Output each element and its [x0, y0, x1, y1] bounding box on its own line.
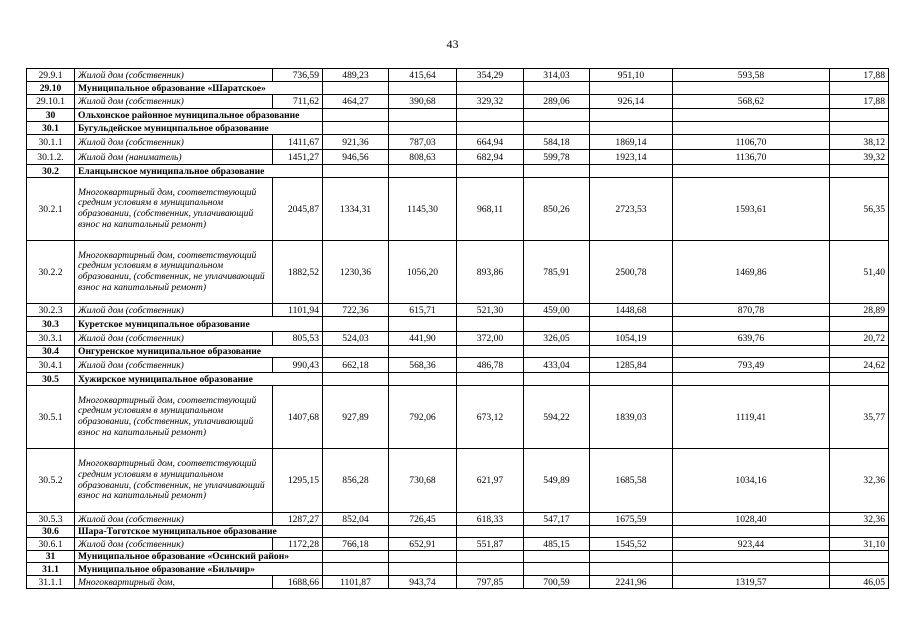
- table-row: [27, 178, 889, 241]
- value-cell: 549,89: [524, 449, 590, 513]
- value-cell: 1882,52: [273, 241, 323, 304]
- empty-cell: [524, 109, 590, 122]
- empty-cell: [389, 551, 457, 563]
- value-cell: 946,56: [323, 150, 389, 165]
- empty-cell: [323, 563, 389, 576]
- section-header-row: [27, 526, 889, 538]
- section-title: Муниципальное образование «Бильчир»: [75, 563, 323, 576]
- empty-cell: [524, 526, 590, 538]
- table-row: [27, 95, 889, 109]
- table-row: [27, 358, 889, 373]
- value-cell: 314,03: [524, 69, 590, 82]
- value-cell: 524,03: [323, 332, 389, 346]
- value-cell: 1469,86: [673, 241, 830, 304]
- empty-cell: [830, 526, 889, 538]
- housing-type: Жилой дом (собственник): [75, 304, 273, 317]
- value-cell: 326,05: [524, 332, 590, 346]
- empty-cell: [590, 122, 673, 135]
- row-code: 30.3.1: [27, 332, 75, 346]
- empty-cell: [830, 373, 889, 386]
- table-body: [27, 69, 889, 589]
- empty-cell: [389, 317, 457, 332]
- value-cell: 1688,66: [273, 576, 323, 589]
- table-row: [27, 304, 889, 317]
- value-cell: 1839,03: [590, 386, 673, 449]
- value-cell: 17,88: [830, 69, 889, 82]
- row-code: 30.6.1: [27, 538, 75, 551]
- value-cell: 2723,53: [590, 178, 673, 241]
- empty-cell: [673, 526, 830, 538]
- value-cell: 1334,31: [323, 178, 389, 241]
- value-cell: 1172,28: [273, 538, 323, 551]
- value-cell: 17,88: [830, 95, 889, 109]
- value-cell: 787,03: [389, 135, 457, 150]
- empty-cell: [590, 563, 673, 576]
- housing-type: Многоквартирный дом, соответствующий средним условиям в муниципальном образовании, (собственник, уплачивающий взнос на капитальный ремонт): [75, 178, 273, 241]
- row-code: 30.6: [27, 526, 75, 538]
- empty-cell: [524, 165, 590, 178]
- value-cell: 1034,16: [673, 449, 830, 513]
- row-code: 30.5: [27, 373, 75, 386]
- row-code: 30.5.2: [27, 449, 75, 513]
- empty-cell: [323, 109, 389, 122]
- value-cell: 594,22: [524, 386, 590, 449]
- empty-cell: [389, 82, 457, 95]
- empty-cell: [590, 165, 673, 178]
- row-code: 30.5.3: [27, 513, 75, 526]
- table-row: [27, 332, 889, 346]
- value-cell: 722,36: [323, 304, 389, 317]
- value-cell: 793,49: [673, 358, 830, 373]
- housing-type: Жилой дом (собственник): [75, 69, 273, 82]
- value-cell: 968,11: [457, 178, 524, 241]
- value-cell: 485,15: [524, 538, 590, 551]
- row-code: 31.1.1: [27, 576, 75, 589]
- value-cell: 1411,67: [273, 135, 323, 150]
- value-cell: 951,10: [590, 69, 673, 82]
- table-row: [27, 449, 889, 513]
- value-cell: 1448,68: [590, 304, 673, 317]
- row-code: 30.2.1: [27, 178, 75, 241]
- value-cell: 390,68: [389, 95, 457, 109]
- row-code: 29.10: [27, 82, 75, 95]
- table-row: [27, 538, 889, 551]
- section-title: Бугульдейское муниципальное образование: [75, 122, 323, 135]
- empty-cell: [457, 551, 524, 563]
- value-cell: 2045,87: [273, 178, 323, 241]
- value-cell: 1675,59: [590, 513, 673, 526]
- value-cell: 1056,20: [389, 241, 457, 304]
- value-cell: 1230,36: [323, 241, 389, 304]
- section-header-row: [27, 122, 889, 135]
- empty-cell: [590, 346, 673, 358]
- section-title: Муниципальное образование «Осинский район»: [75, 551, 323, 563]
- value-cell: 870,78: [673, 304, 830, 317]
- empty-cell: [830, 563, 889, 576]
- section-header-row: [27, 165, 889, 178]
- empty-cell: [590, 82, 673, 95]
- section-title: Куретское муниципальное образование: [75, 317, 323, 332]
- value-cell: 32,36: [830, 449, 889, 513]
- empty-cell: [457, 563, 524, 576]
- value-cell: 856,28: [323, 449, 389, 513]
- value-cell: 372,00: [457, 332, 524, 346]
- housing-type: Многоквартирный дом, соответствующий средним условиям в муниципальном образовании, (собственник, уплачивающий взнос на капитальный ремонт): [75, 386, 273, 449]
- empty-cell: [389, 373, 457, 386]
- empty-cell: [457, 317, 524, 332]
- table-row: [27, 576, 889, 589]
- section-header-row: [27, 346, 889, 358]
- value-cell: 32,36: [830, 513, 889, 526]
- value-cell: 415,64: [389, 69, 457, 82]
- empty-cell: [590, 373, 673, 386]
- value-cell: 726,45: [389, 513, 457, 526]
- value-cell: 664,94: [457, 135, 524, 150]
- value-cell: 927,89: [323, 386, 389, 449]
- empty-cell: [323, 373, 389, 386]
- empty-cell: [590, 526, 673, 538]
- empty-cell: [590, 109, 673, 122]
- value-cell: 51,40: [830, 241, 889, 304]
- value-cell: 682,94: [457, 150, 524, 165]
- value-cell: 639,76: [673, 332, 830, 346]
- empty-cell: [457, 82, 524, 95]
- value-cell: 568,62: [673, 95, 830, 109]
- empty-cell: [830, 346, 889, 358]
- empty-cell: [389, 346, 457, 358]
- value-cell: 39,32: [830, 150, 889, 165]
- empty-cell: [673, 109, 830, 122]
- empty-cell: [524, 82, 590, 95]
- housing-type: Многоквартирный дом, соответствующий средним условиям в муниципальном образовании, (собственник, не уплачивающий взнос на капитальный ремонт): [75, 449, 273, 513]
- empty-cell: [323, 526, 389, 538]
- section-title: Еланцынское муниципальное образование: [75, 165, 323, 178]
- value-cell: 1545,52: [590, 538, 673, 551]
- empty-cell: [590, 317, 673, 332]
- value-cell: 489,23: [323, 69, 389, 82]
- value-cell: 652,91: [389, 538, 457, 551]
- empty-cell: [673, 551, 830, 563]
- value-cell: 850,26: [524, 178, 590, 241]
- row-code: 30.2.3: [27, 304, 75, 317]
- empty-cell: [524, 346, 590, 358]
- row-code: 29.9.1: [27, 69, 75, 82]
- value-cell: 621,97: [457, 449, 524, 513]
- empty-cell: [524, 563, 590, 576]
- value-cell: 785,91: [524, 241, 590, 304]
- section-header-row: [27, 109, 889, 122]
- empty-cell: [389, 526, 457, 538]
- empty-cell: [389, 109, 457, 122]
- value-cell: 615,71: [389, 304, 457, 317]
- empty-cell: [830, 317, 889, 332]
- empty-cell: [389, 563, 457, 576]
- value-cell: 1451,27: [273, 150, 323, 165]
- value-cell: 1119,41: [673, 386, 830, 449]
- value-cell: 354,29: [457, 69, 524, 82]
- value-cell: 35,77: [830, 386, 889, 449]
- value-cell: 1101,94: [273, 304, 323, 317]
- value-cell: 464,27: [323, 95, 389, 109]
- page-number: 43: [446, 37, 459, 51]
- empty-cell: [524, 373, 590, 386]
- empty-cell: [830, 551, 889, 563]
- section-header-row: [27, 373, 889, 386]
- value-cell: 551,87: [457, 538, 524, 551]
- empty-cell: [389, 165, 457, 178]
- row-code: 30.5.1: [27, 386, 75, 449]
- empty-cell: [457, 122, 524, 135]
- value-cell: 547,17: [524, 513, 590, 526]
- value-cell: 1145,30: [389, 178, 457, 241]
- empty-cell: [524, 122, 590, 135]
- value-cell: 736,59: [273, 69, 323, 82]
- row-code: 29.10.1: [27, 95, 75, 109]
- section-header-row: [27, 317, 889, 332]
- empty-cell: [323, 165, 389, 178]
- value-cell: 584,18: [524, 135, 590, 150]
- value-cell: 893,86: [457, 241, 524, 304]
- value-cell: 700,59: [524, 576, 590, 589]
- table-row: [27, 241, 889, 304]
- table-row: [27, 69, 889, 82]
- empty-cell: [323, 122, 389, 135]
- empty-cell: [457, 526, 524, 538]
- row-code: 30.2: [27, 165, 75, 178]
- value-cell: 1295,15: [273, 449, 323, 513]
- section-header-row: [27, 551, 889, 563]
- value-cell: 923,44: [673, 538, 830, 551]
- value-cell: 28,89: [830, 304, 889, 317]
- row-code: 30.4.1: [27, 358, 75, 373]
- value-cell: 24,62: [830, 358, 889, 373]
- empty-cell: [524, 551, 590, 563]
- value-cell: 1136,70: [673, 150, 830, 165]
- table-row: [27, 386, 889, 449]
- value-cell: 329,32: [457, 95, 524, 109]
- housing-type: Жилой дом (наниматель): [75, 150, 273, 165]
- housing-type: Жилой дом (собственник): [75, 513, 273, 526]
- empty-cell: [457, 109, 524, 122]
- empty-cell: [457, 346, 524, 358]
- section-title: Шара-Тоготское муниципальное образование: [75, 526, 323, 538]
- value-cell: 289,06: [524, 95, 590, 109]
- empty-cell: [323, 317, 389, 332]
- value-cell: 921,36: [323, 135, 389, 150]
- value-cell: 441,90: [389, 332, 457, 346]
- value-cell: 808,63: [389, 150, 457, 165]
- empty-cell: [673, 373, 830, 386]
- empty-cell: [389, 122, 457, 135]
- row-code: 30.1: [27, 122, 75, 135]
- value-cell: 1593,61: [673, 178, 830, 241]
- empty-cell: [830, 82, 889, 95]
- row-code: 30.3: [27, 317, 75, 332]
- value-cell: 1285,84: [590, 358, 673, 373]
- housing-type: Жилой дом (собственник): [75, 95, 273, 109]
- value-cell: 852,04: [323, 513, 389, 526]
- housing-type: Многоквартирный дом,: [75, 576, 273, 589]
- table-row: [27, 513, 889, 526]
- empty-cell: [673, 82, 830, 95]
- row-code: 30.2.2: [27, 241, 75, 304]
- value-cell: 662,18: [323, 358, 389, 373]
- section-title: Муниципальное образование «Шаратское»: [75, 82, 323, 95]
- housing-type: Жилой дом (собственник): [75, 332, 273, 346]
- value-cell: 1101,87: [323, 576, 389, 589]
- value-cell: 730,68: [389, 449, 457, 513]
- value-cell: 926,14: [590, 95, 673, 109]
- housing-type: Жилой дом (собственник): [75, 538, 273, 551]
- empty-cell: [524, 317, 590, 332]
- value-cell: 593,58: [673, 69, 830, 82]
- empty-cell: [673, 563, 830, 576]
- row-code: 31.1: [27, 563, 75, 576]
- value-cell: 46,05: [830, 576, 889, 589]
- value-cell: 1287,27: [273, 513, 323, 526]
- table-row: [27, 135, 889, 150]
- housing-type: Многоквартирный дом, соответствующий средним условиям в муниципальном образовании, (собственник, не уплачивающий взнос на капитальный ремонт): [75, 241, 273, 304]
- row-code: 31: [27, 551, 75, 563]
- value-cell: 797,85: [457, 576, 524, 589]
- value-cell: 459,00: [524, 304, 590, 317]
- row-code: 30: [27, 109, 75, 122]
- empty-cell: [673, 317, 830, 332]
- section-header-row: [27, 563, 889, 576]
- tariff-table: [26, 68, 889, 589]
- value-cell: 568,36: [389, 358, 457, 373]
- empty-cell: [830, 109, 889, 122]
- value-cell: 521,30: [457, 304, 524, 317]
- row-code: 30.1.1: [27, 135, 75, 150]
- empty-cell: [457, 165, 524, 178]
- value-cell: 486,78: [457, 358, 524, 373]
- value-cell: 618,33: [457, 513, 524, 526]
- empty-cell: [830, 165, 889, 178]
- housing-type: Жилой дом (собственник): [75, 358, 273, 373]
- empty-cell: [323, 551, 389, 563]
- section-title: Онгуренское муниципальное образование: [75, 346, 323, 358]
- housing-type: Жилой дом (собственник): [75, 135, 273, 150]
- empty-cell: [673, 165, 830, 178]
- value-cell: 1923,14: [590, 150, 673, 165]
- value-cell: 766,18: [323, 538, 389, 551]
- section-header-row: [27, 82, 889, 95]
- empty-cell: [673, 346, 830, 358]
- section-title: Ольхонское районное муниципальное образование: [75, 109, 323, 122]
- value-cell: 2241,96: [590, 576, 673, 589]
- empty-cell: [323, 82, 389, 95]
- empty-cell: [457, 373, 524, 386]
- value-cell: 38,12: [830, 135, 889, 150]
- value-cell: 1054,19: [590, 332, 673, 346]
- value-cell: 1869,14: [590, 135, 673, 150]
- value-cell: 1028,40: [673, 513, 830, 526]
- value-cell: 433,04: [524, 358, 590, 373]
- value-cell: 805,53: [273, 332, 323, 346]
- value-cell: 1685,58: [590, 449, 673, 513]
- value-cell: 31,10: [830, 538, 889, 551]
- row-code: 30.1.2.: [27, 150, 75, 165]
- value-cell: 673,12: [457, 386, 524, 449]
- value-cell: 1106,70: [673, 135, 830, 150]
- value-cell: 20,72: [830, 332, 889, 346]
- table-row: [27, 150, 889, 165]
- row-code: 30.4: [27, 346, 75, 358]
- empty-cell: [830, 122, 889, 135]
- section-title: Хужирское муниципальное образование: [75, 373, 323, 386]
- value-cell: 599,78: [524, 150, 590, 165]
- value-cell: 2500,78: [590, 241, 673, 304]
- value-cell: 711,62: [273, 95, 323, 109]
- value-cell: 1407,68: [273, 386, 323, 449]
- empty-cell: [323, 346, 389, 358]
- empty-cell: [673, 122, 830, 135]
- value-cell: 1319,57: [673, 576, 830, 589]
- value-cell: 56,35: [830, 178, 889, 241]
- value-cell: 943,74: [389, 576, 457, 589]
- value-cell: 792,06: [389, 386, 457, 449]
- value-cell: 990,43: [273, 358, 323, 373]
- empty-cell: [590, 551, 673, 563]
